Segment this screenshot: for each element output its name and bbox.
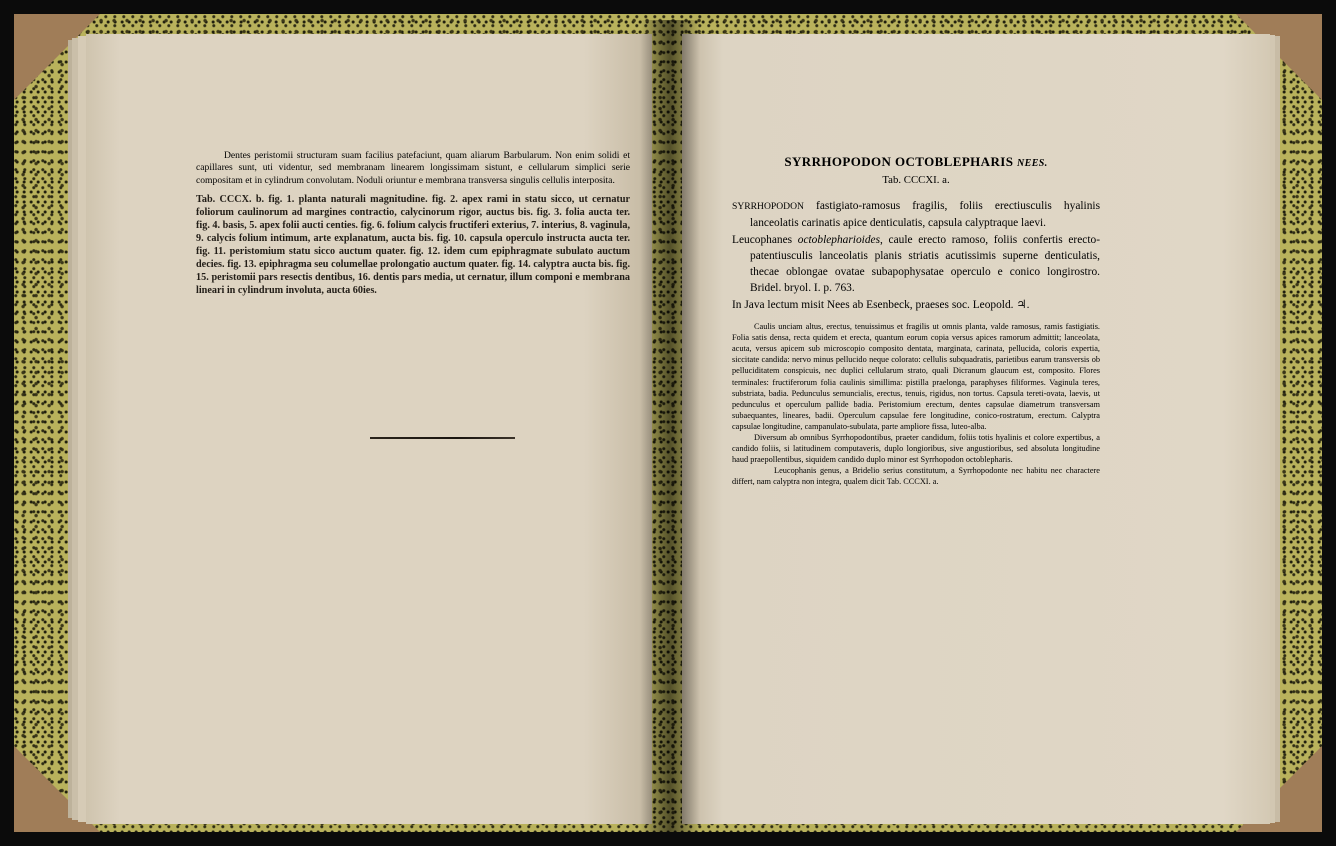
plate-caption-lead: Tab. CCCX. (196, 193, 252, 205)
description-paragraph-2: Diversum ab omnibus Syrrhopodontibus, praeter candidum, foliis totis hyalinis et colore expertibus, a candido foliis, si latitudinem computaveris, duplo longioribus, sive angustioribus, sed absoluta longitudine haud praepollentibus, siquidem candido duplo minor est Syrrhopodon octoblepharis. (732, 433, 1100, 465)
right-page-text (732, 150, 1100, 487)
species-title-name: SYRRHOPODON OCTOBLEPHARIS (784, 154, 1014, 169)
synonym-paragraph (732, 232, 1100, 297)
diagnosis-text: fastigiato-ramosus fragilis, foliis erectiusculis hyalinis lanceolatis carinatis apice denticulatis, capsula calyptraque laevi. (750, 200, 1100, 230)
section-rule (370, 437, 515, 439)
locality-paragraph: In Java lectum misit Nees ab Esenbeck, praeses soc. Leopold. ♃. (732, 298, 1030, 311)
species-title-author: NEES. (1017, 158, 1048, 169)
description-block (732, 321, 1100, 487)
diagnosis-genus: SYRRHOPODON (732, 201, 804, 212)
synonym-text: , caule erecto ramoso, foliis confertis erecto-patentiusculis lanceolatis planis striatis acutissimis superne denticulatis, thecae oblongae ovatae subapophysatae operculo e conico longirostro. Bridel. bryol. I. p. 763. (750, 233, 1100, 295)
diagnosis-block (732, 198, 1100, 313)
intro-paragraph: Dentes peristomii structuram suam facilius patefaciunt, quam aliarum Barbularum. Non enim solidi et capillares sunt, uti videntur, sed membranam linearem longissimam sistunt, e cellularum simplici serie compositam et in cylindrum convolutam. Noduli oriuntur e membrana transversa singulis cellulis interposita. (196, 150, 630, 186)
book-spine (640, 20, 700, 832)
synonym-species: octoblepharioides (797, 233, 881, 246)
left-page-text (196, 150, 630, 297)
description-paragraph-3: Leucophanis genus, a Bridelio serius constitutum, a Syrrhopodonte nec habitu nec charactere differt, nam calyptra non integra, qualem dicit Tab. CCCXI. a. (732, 466, 1100, 487)
plate-reference: Tab. CCCXI. a. (882, 174, 950, 186)
plate-caption-text: b. fig. 1. planta naturali magnitudine. fig. 2. apex rami in statu sicco, ut cernatur foliorum caulinorum ad margines contractio, calycinorum rigor, auctus bis. fig. 3. folia aucta ter. fig. 4. basis, 5. apex folii aucti centies. fig. 6. folium calycis fructiferi exterius, 7. interius, 8. vaginula, 9. calycis folium intimum, arte explanatum, aucta bis. fig. 10. capsula operculo instructa aucta ter. fig. 11. peristomium statu sicco auctum quater. fig. 12. idem cum epiphragmate subulato auctum decies. fig. 13. epiphragma seu columellae prolongatio auctum quater. fig. 14. calyptra aucta bis. fig. 15. peristomii pars resectis dentibus, 16. dentis pars media, ut cernatur, illum componi e membrana lineari in cylindrum involuta, aucta 60ies. (196, 193, 631, 296)
synonym-genus: Leucophanes (732, 233, 793, 246)
species-title (732, 154, 1100, 170)
diagnosis-paragraph (732, 198, 1100, 232)
description-paragraph-1: Caulis unciam altus, erectus, tenuissimus et fragilis ut omnis planta, valde ramosus, ramis fastigiatis. Folia satis densa, recta quidem et erecta, quantum eorum copia versus apices ramorum admittit; lanceolata, acuta, versus apicem sub microscopio composito dentata, marginata, carinata, pellucida, coloris expertia, siccitate candida: nervo minus pellucido neque colorato: cellulis subquadratis, parietibus earum transversis ob pelluciditatem conspicuis, nec duplici cellularum strato, quali Dicranum glaucum est, composito. Flores terminales: fructiferorum folia caulinis simillima: pistilla praelonga, paraphyses filiformes. Vaginula teres, substriata, badia. Pedunculus semuncialis, erectus, tenuis, rigidus, non tortus. Capsula tereti-ovata, laevis, ut pedunculus et operculum pallide badia. Peristomium erectum, dentes capsulae diametrum transversam subaequantes, lineares, badii. Operculum capsulae fere longitudine, conico-rostratum, erectum. Calyptra capsulae longitudine, campanulato-subulata, parte ampliore fissa, luteo-alba. (732, 322, 1100, 431)
plate-caption (196, 193, 630, 297)
